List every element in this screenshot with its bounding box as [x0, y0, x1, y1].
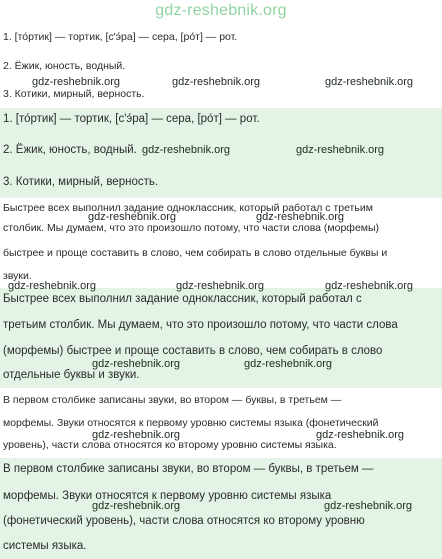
answer-line: 1. [то́ртик] — тортик, [с'э́ра] — сера, [ро́т] — рот.	[3, 113, 260, 125]
watermark: gdz-reshebnik.org	[325, 76, 414, 88]
answer-line: В первом столбике записаны звуки, во втором — буквы, в третьем —	[3, 394, 342, 406]
answer-line: (фонетический уровень), части слова относятся ко второму уровню	[3, 515, 365, 527]
answer-block-5	[0, 388, 442, 458]
watermark: gdz-reshebnik.org	[32, 76, 121, 88]
answer-block-3	[0, 198, 442, 288]
watermark: gdz-reshebnik.org	[324, 500, 413, 512]
answer-line: уровень), части слова относятся ко второму уровню системы языка.	[3, 439, 337, 451]
watermark: gdz-reshebnik.org	[88, 211, 177, 223]
watermark: gdz-reshebnik.org	[8, 280, 97, 292]
answer-line: 2. Ёжик, юность, водный.	[3, 60, 126, 72]
answer-line: отдельные буквы и звуки.	[3, 369, 140, 381]
answer-line: Быстрее всех выполнил задание одноклассник, который работал с третьим	[3, 202, 373, 214]
watermark: gdz-reshebnik.org	[256, 211, 345, 223]
answer-line: морфемы. Звуки относятся к первому уровню системы языка (фонетический	[3, 417, 379, 429]
answer-line: (морфемы) быстрее и проще составить в слово, чем собирать в слово	[3, 345, 383, 357]
answer-line: В первом столбике записаны звуки, во втором — буквы, в третьем —	[3, 463, 374, 475]
watermark: gdz-reshebnik.org	[172, 76, 261, 88]
answer-line: столбик. Мы думаем, что это произошло потому, что части слова (морфемы)	[3, 222, 380, 234]
answer-line: 3. Котики, мирный, верность.	[3, 176, 159, 188]
answer-block-4	[0, 288, 442, 388]
answer-line: третьим столбик. Мы думаем, что это произошло потому, что части слова	[3, 319, 398, 331]
site-watermark-header: gdz-reshebnik.org	[155, 2, 287, 19]
answer-line: системы языка.	[3, 540, 87, 552]
answer-line: 3. Котики, мирный, верность.	[3, 88, 145, 100]
watermark: gdz-reshebnik.org	[325, 280, 414, 292]
answer-line: звуки.	[3, 270, 32, 282]
answer-line: 2. Ёжик, юность, водный.	[3, 144, 137, 156]
watermark: gdz-reshebnik.org	[92, 429, 181, 441]
answer-line: 1. [то́ртик] — тортик, [с'э́ра] — сера, [ро́т] — рот.	[3, 31, 238, 43]
watermark: gdz-reshebnik.org	[316, 429, 405, 441]
answer-block-1	[0, 24, 442, 108]
watermark: gdz-reshebnik.org	[244, 358, 333, 370]
watermark: gdz-reshebnik.org	[92, 500, 181, 512]
watermark: gdz-reshebnik.org	[92, 358, 181, 370]
watermark: gdz-reshebnik.org	[296, 144, 385, 156]
watermark: gdz-reshebnik.org	[176, 280, 265, 292]
answer-line: Быстрее всех выполнил задание одноклассник, который работал с	[3, 293, 362, 305]
watermark: gdz-reshebnik.org	[142, 144, 231, 156]
answer-line: быстрее и проще составить в слово, чем собирать в слово отдельные буквы и	[3, 247, 388, 259]
answer-line: морфемы. Звуки относятся к первому уровню системы языка	[3, 490, 332, 502]
